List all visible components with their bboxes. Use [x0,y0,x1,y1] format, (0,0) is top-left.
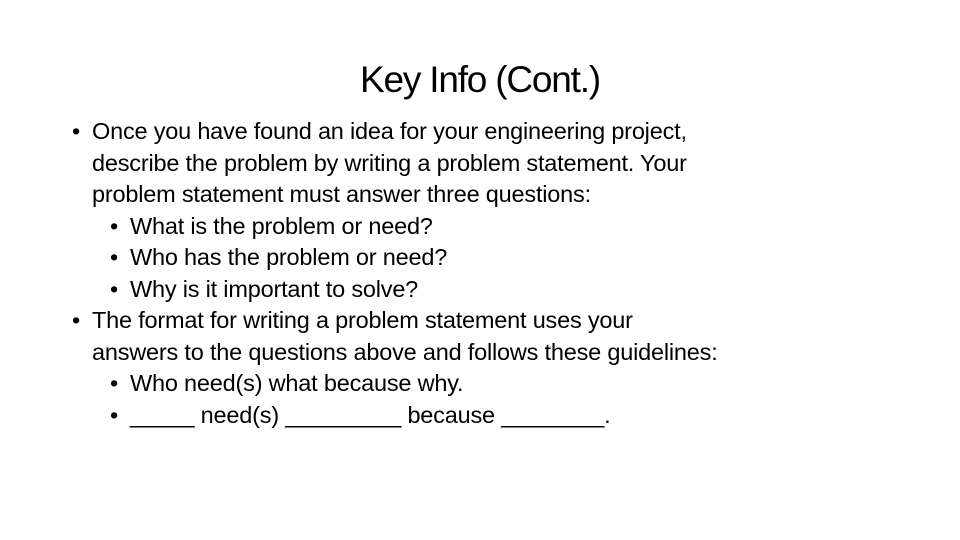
bullet-marker: • [110,370,119,396]
sub-bullet-text: What is the problem or need? [130,212,433,239]
bullet-1 [72,116,932,211]
bullet-1-line-1: Once you have found an idea for your engineering project, [92,118,687,144]
bullet-1-line-2: describe the problem by writing a problem statement. Your [92,149,687,176]
sub-bullet-text: _____ need(s) _________ because ________. [130,401,611,428]
sub-bullet-text: Who need(s) what because why. [130,370,464,396]
bullet-2-line-1: The format for writing a problem statement uses your [92,307,633,333]
bullet-marker: • [110,275,119,302]
slide-body [72,116,932,431]
bullet-marker: • [72,307,81,333]
sub-bullet-1-2 [72,242,932,274]
bullet-2-line-2: answers to the questions above and follows these guidelines: [92,338,718,365]
bullet-1-line-3: problem statement must answer three questions: [92,181,591,207]
sub-bullet-1-1 [72,211,932,243]
slide-title: Key Info (Cont.) [360,59,600,100]
bullet-2 [72,305,932,368]
sub-bullet-text: Who has the problem or need? [130,244,448,270]
sub-bullet-2-1 [72,368,932,400]
bullet-marker: • [110,244,119,270]
bullet-marker: • [72,118,81,144]
bullet-marker: • [110,401,119,428]
sub-bullet-1-3 [72,274,932,306]
sub-bullet-2-2 [72,400,932,432]
bullet-marker: • [110,212,119,239]
sub-bullet-text: Why is it important to solve? [130,275,419,302]
